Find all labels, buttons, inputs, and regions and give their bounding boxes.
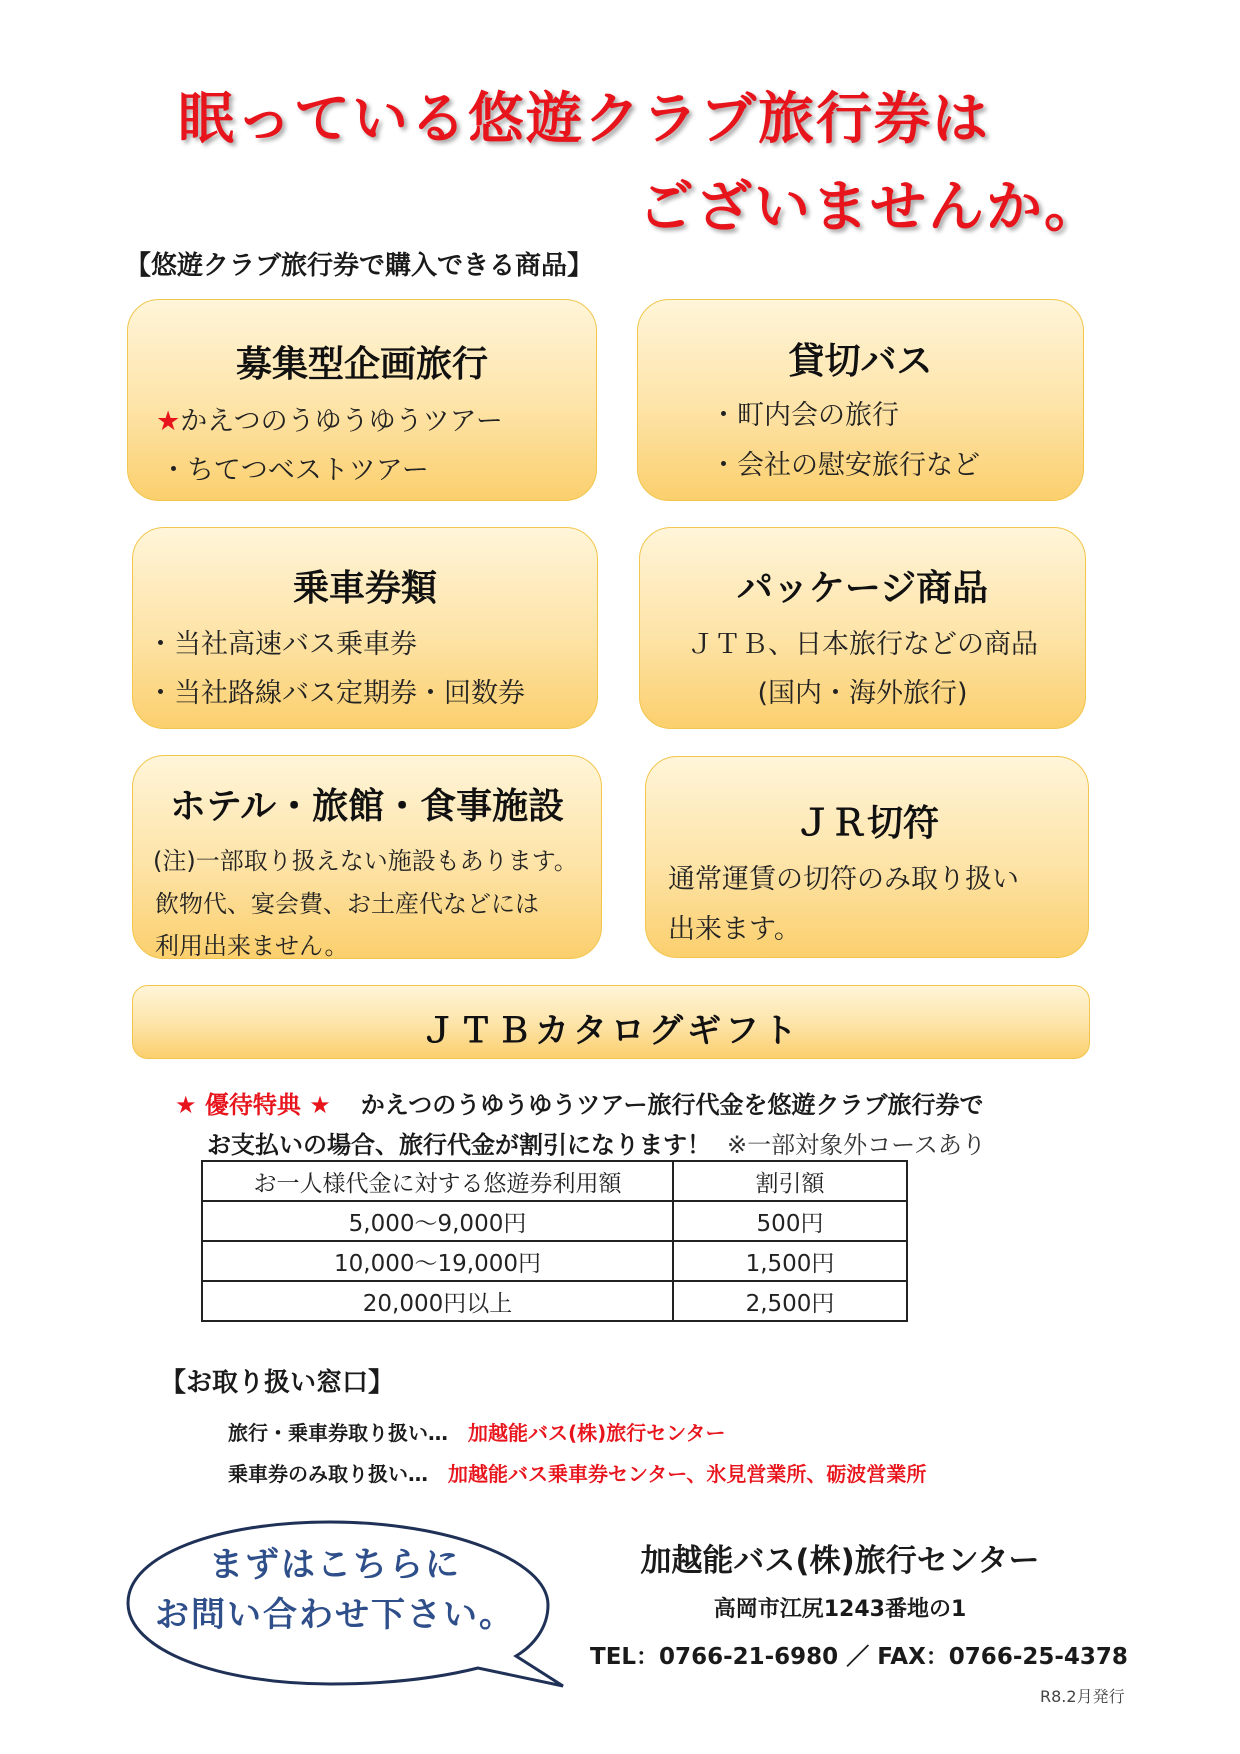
title-line-1: 眠っている悠遊クラブ旅行券は	[178, 87, 990, 152]
card-jr	[645, 756, 1089, 958]
promo-label: ★ 優待特典 ★	[175, 1091, 331, 1119]
contact-heading: 【お取り扱い窓口】	[160, 1368, 395, 1398]
contact-label: 乗車券のみ取り扱い…	[228, 1462, 428, 1486]
contact-line-2	[228, 1458, 926, 1487]
office-name: 加越能バス(株)旅行センター	[640, 1543, 1040, 1579]
card-item: ・町内会の旅行	[710, 400, 899, 431]
card-item: ・会社の慰安旅行など	[710, 450, 980, 481]
promo-note: ※一部対象外コースあり	[727, 1131, 986, 1159]
card-item: 通常運賃の切符のみ取り扱い	[668, 864, 1019, 895]
card-item-text: かえつのうゆうゆうツアー	[180, 406, 503, 437]
table-row	[202, 1281, 907, 1321]
card-title: ＪＴＢカタログギフト	[421, 1011, 801, 1051]
card-item: 利用出来ません。	[155, 932, 349, 960]
office-phone: TEL：0766-21-6980 ／ FAX：0766-25-4378	[590, 1644, 1128, 1670]
table-cell: 2,500円	[673, 1281, 907, 1321]
card-item	[156, 399, 503, 438]
table-header-row	[202, 1161, 907, 1201]
card-item: 出来ます。	[668, 914, 801, 945]
card-item: (注)一部取り扱えない施設もあります。	[153, 847, 578, 875]
card-item: ・当社路線バス定期券・回数券	[147, 678, 525, 709]
card-title: 貸切バス	[788, 341, 933, 382]
table-header: 割引額	[673, 1161, 907, 1201]
table-cell: 10,000～19,000円	[202, 1241, 673, 1281]
card-planned-tour	[127, 299, 597, 501]
card-title: 乗車券類	[292, 568, 437, 609]
card-item: ・ちてつベストツアー	[160, 455, 429, 486]
card-catalog-gift	[132, 985, 1090, 1059]
contact-line-1	[228, 1417, 725, 1446]
table-row	[202, 1201, 907, 1241]
table-cell: 1,500円	[673, 1241, 907, 1281]
star-icon: ★	[156, 406, 181, 437]
table-header: お一人様代金に対する悠遊券利用額	[202, 1161, 673, 1201]
card-package	[639, 527, 1086, 729]
table-cell: 5,000～9,000円	[202, 1201, 673, 1241]
products-heading: 【悠遊クラブ旅行券で購入できる商品】	[125, 251, 594, 281]
promo-text: かえつのうゆうゆうツアー旅行代金を悠遊クラブ旅行券で	[360, 1091, 984, 1119]
promo-line-1	[175, 1085, 984, 1120]
table-cell: 500円	[673, 1201, 907, 1241]
card-item: ＪＴＢ、日本旅行などの商品	[687, 629, 1038, 660]
discount-table	[201, 1160, 908, 1322]
card-title: ＪＲ切符	[794, 803, 939, 844]
card-item: ・当社高速バス乗車券	[147, 629, 417, 660]
promo-line-2	[207, 1125, 986, 1160]
promo-text: お支払いの場合、旅行代金が割引になります！	[207, 1131, 711, 1159]
card-charter-bus	[637, 299, 1084, 501]
card-title: ホテル・旅館・食事施設	[169, 786, 565, 827]
bubble-line-2: お問い合わせ下さい。	[155, 1595, 515, 1635]
card-title: パッケージ商品	[736, 568, 989, 609]
card-title: 募集型企画旅行	[235, 344, 488, 385]
bubble-line-1: まずはこちらに	[209, 1545, 461, 1585]
contact-label: 旅行・乗車券取り扱い…	[228, 1421, 448, 1445]
contact-value: 加越能バス(株)旅行センター	[468, 1421, 726, 1445]
title-line-2: ございませんか。	[638, 175, 1102, 240]
card-tickets	[132, 527, 598, 729]
office-address: 高岡市江尻1243番地の1	[713, 1597, 967, 1622]
card-item: (国内・海外旅行)	[757, 678, 968, 709]
card-hotel	[132, 755, 602, 959]
issued-date: R8.2月発行	[1040, 1687, 1125, 1706]
table-cell: 20,000円以上	[202, 1281, 673, 1321]
contact-value: 加越能バス乗車券センター、氷見営業所、砺波営業所	[448, 1462, 927, 1486]
card-item: 飲物代、宴会費、お土産代などには	[155, 890, 539, 918]
table-row	[202, 1241, 907, 1281]
